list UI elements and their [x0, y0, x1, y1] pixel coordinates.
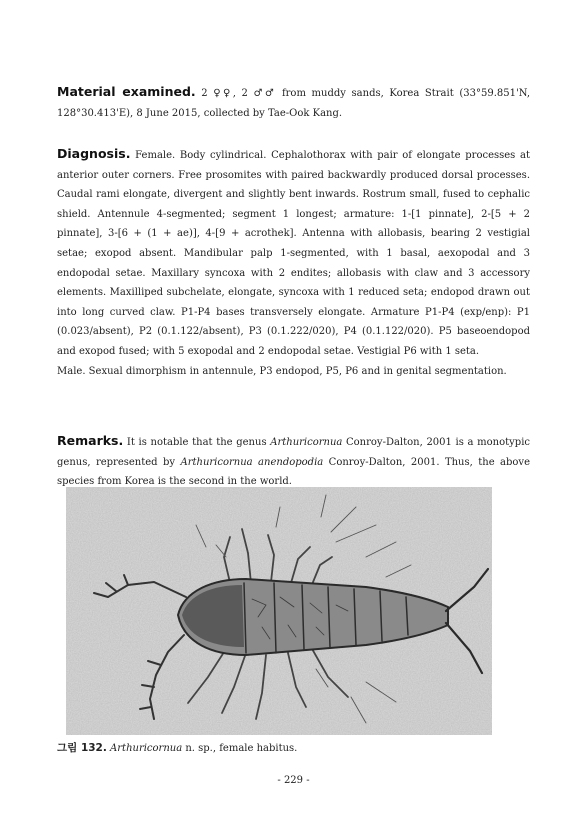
- remarks-text-2: Conroy-Dalton, 2001 is a monotypic genus, represented by: [57, 437, 530, 468]
- remarks-text-3: Conroy-Dalton, 2001. Thus, the above species from Korea is the second in the world.: [57, 456, 530, 488]
- diagnosis-heading: Diagnosis.: [57, 146, 131, 161]
- material-text: 2 ♀♀, 2 ♂♂ from muddy sands, Korea Strait (33°59.851'N, 128°30.413'E), 8 June 2015, collected by Tae-Ook Kang.: [57, 88, 530, 119]
- page-number: - 229 -: [277, 775, 310, 786]
- caption-genus: Arthuricornua: [110, 743, 183, 754]
- figure-caption: [57, 740, 297, 757]
- specimen-habitus-figure: [66, 487, 492, 735]
- material-examined-paragraph: [57, 82, 530, 123]
- diagnosis-male-text: Male. Sexual dimorphism in antennule, P3 endopod, P5, P6 and in genital segmentation.: [57, 365, 507, 377]
- remarks-text-1: It is notable that the genus: [123, 437, 271, 448]
- caption-text: n. sp., female habitus.: [182, 743, 298, 754]
- remarks-species: Arthuricornua anendopodia: [180, 456, 324, 468]
- caption-label: 그림 132.: [57, 742, 107, 754]
- remarks-heading: Remarks.: [57, 433, 124, 448]
- diagnosis-paragraph: [57, 144, 530, 381]
- diagnosis-female-text: Female. Body cylindrical. Cephalothorax with pair of elongate processes at anterior outer corners. Free prosomites with paired backwardly produced dorsal processes. Caudal rami elongate, divergent and slightly bent inwards. Rostrum small, fused to cephalic shield. Antennule 4-segmented; segment 1 longest; armature: 1-[1 pinnate], 2-[5 + 2 pinnate], 3-[6 + (1 + ae)], 4-[9 + acrothek]. Antenna with allobasis, bearing 2 vestigial setae; exopod absent. Mandibular palp 1-segmented, with 1 basal, aexopodal and 3 endopodal setae. Maxillary syncoxa with 2 endites; allobasis with claw and 3 accessory elements. Maxilliped subchelate, elongate, syncoxa with 1 reduced seta; endopod drawn out into long curved claw. P1-P4 bases transversely elongate. Armature P1-P4 (exp/enp): P1 (0.023/absent), P2 (0.1.122/absent), P3 (0.1.222/020), P4 (0.1.122/020). P5 baseoendopod and exopod fused; with 5 exopodal and 2 endopodal setae. Vestigial P6 with 1 seta.: [57, 150, 530, 357]
- remarks-genus: Arthuricornua: [270, 437, 343, 448]
- material-heading: Material examined.: [57, 84, 196, 99]
- remarks-paragraph: [57, 431, 530, 492]
